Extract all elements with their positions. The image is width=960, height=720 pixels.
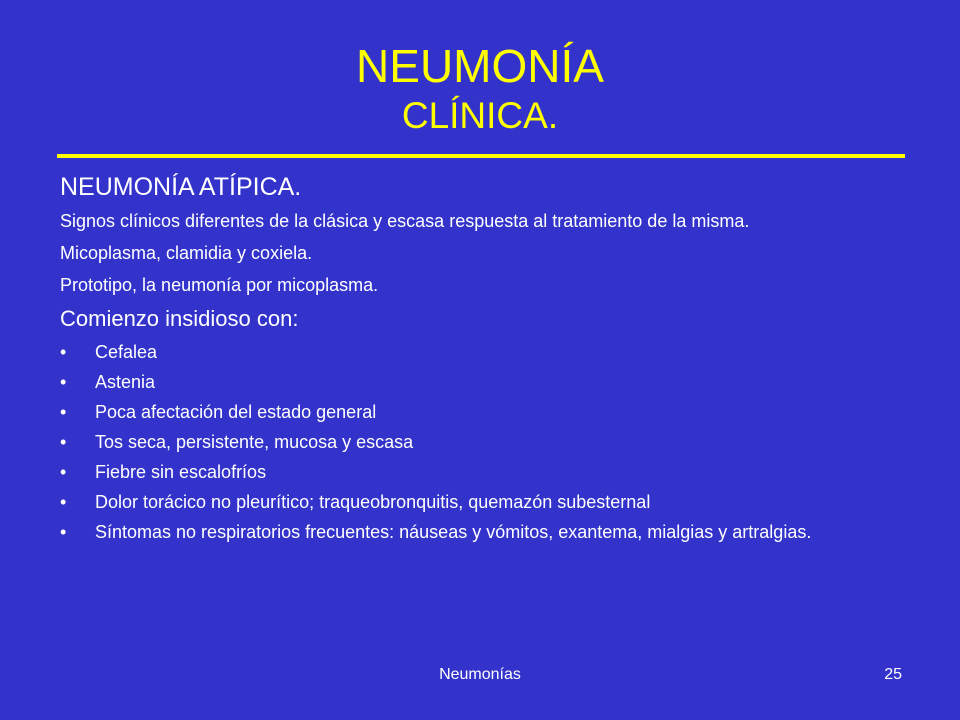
bullet-icon: • — [60, 492, 67, 512]
slide-subtitle: CLÍNICA. — [401, 95, 559, 136]
list-item-text: Síntomas no respiratorios frecuentes: náuseas y vómitos, exantema, mialgias y artralgias. — [95, 522, 812, 542]
list-item-text: Poca afectación del estado general — [95, 402, 377, 422]
slide-body — [60, 172, 900, 551]
list-item-text: Astenia — [95, 372, 156, 392]
page-number: 25 — [884, 666, 902, 683]
list-item — [60, 491, 900, 513]
list-item — [60, 521, 900, 543]
footer-label: Neumonías — [439, 666, 521, 683]
section-heading: NEUMONÍA ATÍPICA. — [60, 173, 302, 201]
bullet-icon: • — [60, 462, 67, 482]
list-item-text: Fiebre sin escalofríos — [95, 462, 267, 482]
list-item — [60, 371, 900, 393]
symptom-list — [60, 341, 900, 543]
paragraph: Signos clínicos diferentes de la clásica y escasa respuesta al tratamiento de la misma. — [60, 211, 750, 231]
list-item-text: Tos seca, persistente, mucosa y escasa — [95, 432, 414, 452]
bullet-icon: • — [60, 402, 67, 422]
list-item-text: Dolor torácico no pleurítico; traqueobronquitis, quemazón subesternal — [95, 492, 651, 512]
slide-title: NEUMONÍA — [356, 40, 604, 92]
paragraph: Micoplasma, clamidia y coxiela. — [60, 243, 313, 263]
list-item — [60, 461, 900, 483]
bullet-icon: • — [60, 342, 67, 362]
list-item — [60, 341, 900, 363]
title-divider — [57, 154, 905, 158]
list-item — [60, 401, 900, 423]
paragraph: Prototipo, la neumonía por micoplasma. — [60, 275, 379, 295]
bullet-icon: • — [60, 432, 67, 452]
subheading: Comienzo insidioso con: — [60, 306, 299, 331]
bullet-icon: • — [60, 522, 67, 542]
bullet-icon: • — [60, 372, 67, 392]
list-item — [60, 431, 900, 453]
list-item-text: Cefalea — [95, 342, 158, 362]
slide-title-block — [0, 40, 960, 138]
